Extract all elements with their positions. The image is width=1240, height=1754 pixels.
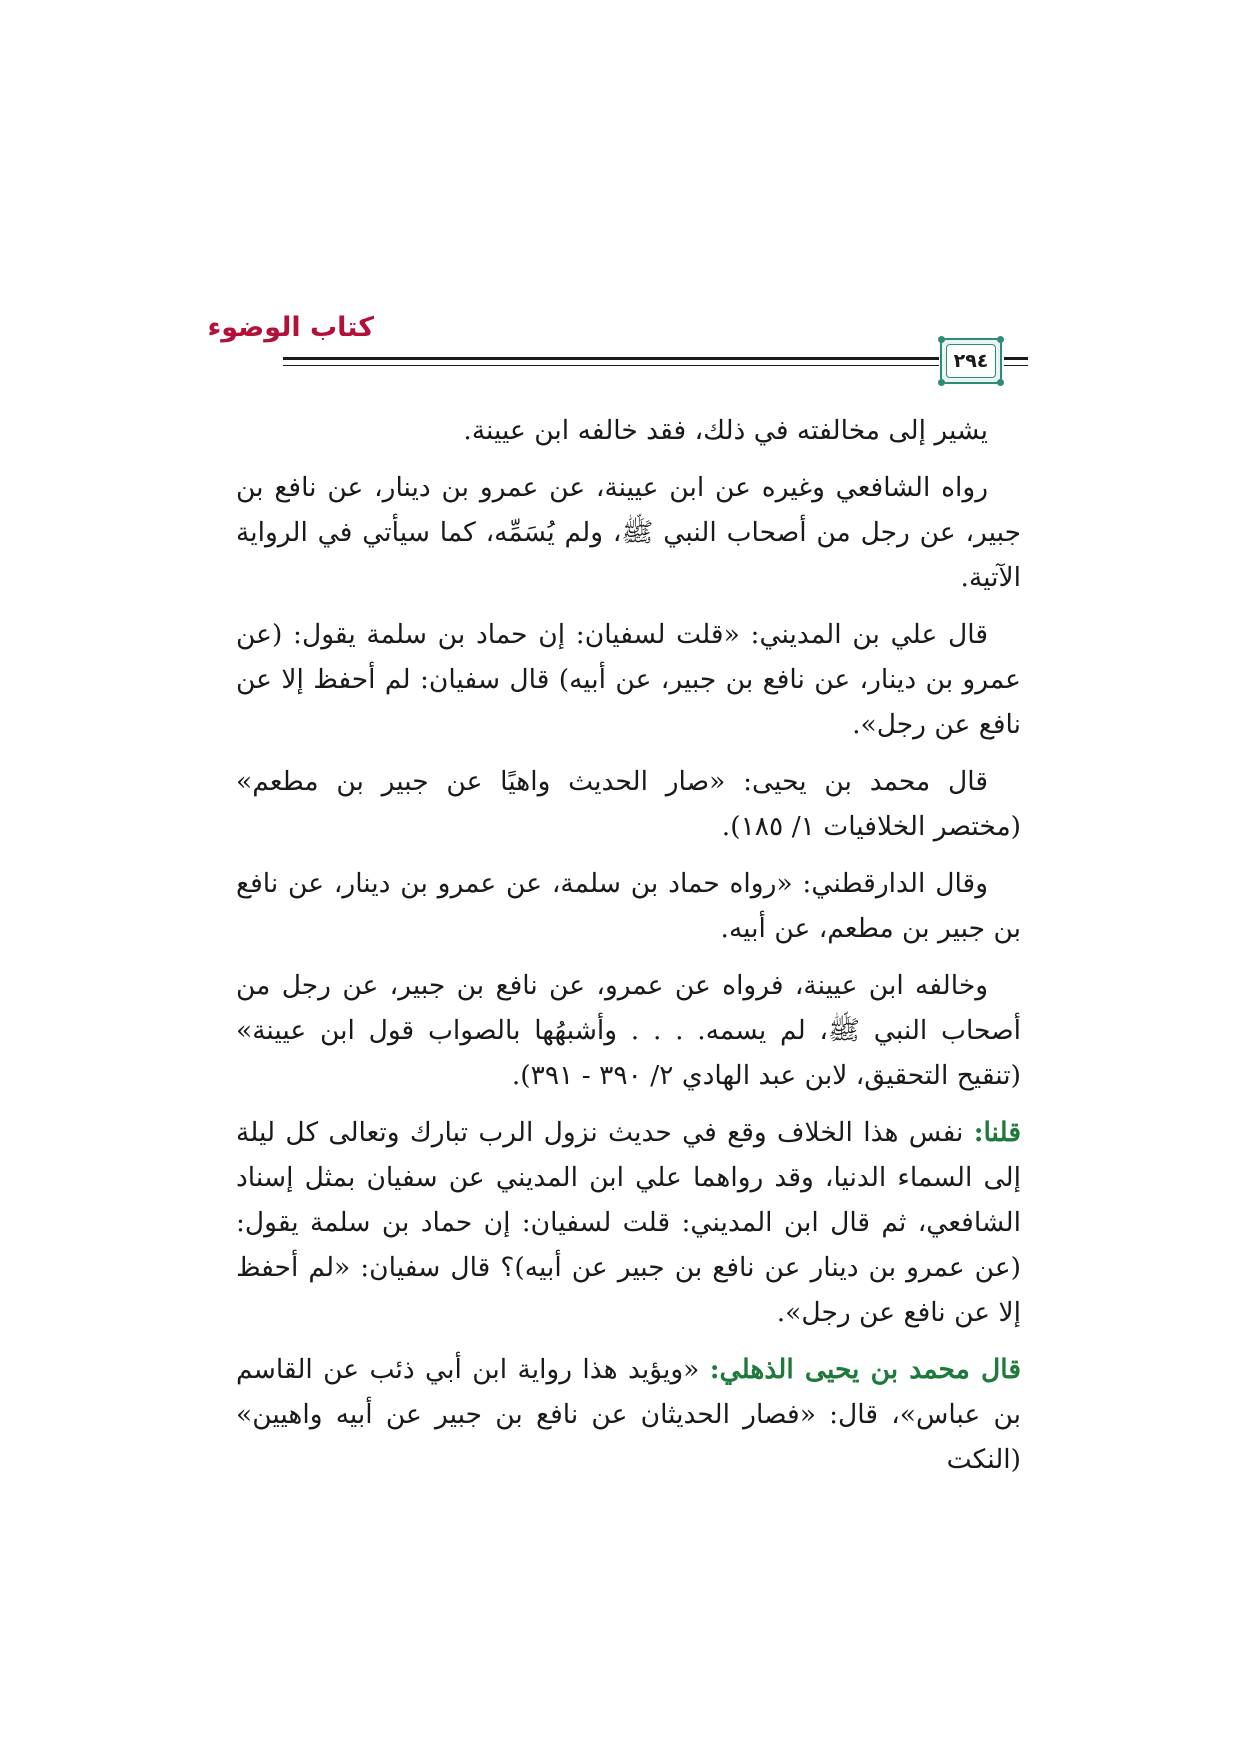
paragraph — [236, 465, 1021, 600]
page-number: ٢٩٤ — [946, 344, 996, 378]
paragraph — [236, 1110, 1021, 1335]
paragraph — [236, 861, 1021, 951]
ornament-icon — [938, 379, 945, 386]
ornament-icon — [997, 379, 1004, 386]
paragraph — [236, 408, 1021, 453]
paragraph-text: «ويؤيد هذا رواية ابن أبي ذئب عن القاسم بن عباس»، قال: «فصار الحديثان عن نافع بن جبير عن أبيه واهيين» (النكت — [236, 1354, 1021, 1475]
chapter-title: كتاب الوضوء — [207, 312, 374, 343]
paragraph-lead: قلنا: — [973, 1117, 1021, 1148]
paragraph-text: وقال الدارقطني: «رواه حماد بن سلمة، عن عمرو بن دينار، عن نافع بن جبير بن مطعم، عن أبيه. — [236, 868, 1021, 944]
paragraph — [236, 612, 1021, 747]
paragraph-text: نفس هذا الخلاف وقع في حديث نزول الرب تبارك وتعالى كل ليلة إلى السماء الدنيا، وقد رواهما علي ابن المديني عن سفيان بمثل إسناد الشافعي، ثم قال ابن المديني: قلت لسفيان: إن حماد بن سلمة يقول: (عن عمرو بن دينار عن نافع بن جبير عن أبيه)؟ قال سفيان: «لم أحفظ إلا عن نافع عن رجل». — [236, 1117, 1021, 1328]
paragraph-text: وخالفه ابن عيينة، فرواه عن عمرو، عن نافع بن جبير، عن رجل من أصحاب النبي ﷺ، لم يسمه. . . . وأشبهُها بالصواب قول ابن عيينة» (تنقيح التحقيق، لابن عبد الهادي ٢/ ٣٩٠ - ٣٩١). — [236, 970, 1021, 1091]
paragraph — [236, 759, 1021, 849]
page-number-badge — [940, 338, 1002, 384]
paragraph-text: قال علي بن المديني: «قلت لسفيان: إن حماد بن سلمة يقول: (عن عمرو بن دينار، عن نافع بن جبير، عن أبيه) قال سفيان: لم أحفظ إلا عن نافع عن رجل». — [236, 619, 1021, 740]
header-rule-top — [283, 357, 939, 360]
ornament-icon — [938, 336, 945, 343]
paragraph-text: قال محمد بن يحيى: «صار الحديث واهيًا عن جبير بن مطعم» (مختصر الخلافيات ١/ ١٨٥). — [236, 766, 1021, 842]
paragraph-lead: قال محمد بن يحيى الذهلي: — [709, 1354, 1021, 1385]
page-body — [236, 408, 1021, 1494]
paragraph-text: يشير إلى مخالفته في ذلك، فقد خالفه ابن عيينة. — [463, 415, 988, 446]
header-rule-bottom — [283, 365, 939, 366]
paragraph-text: رواه الشافعي وغيره عن ابن عيينة، عن عمرو بن دينار، عن نافع بن جبير، عن رجل من أصحاب النبي ﷺ، ولم يُسَمِّه، كما سيأتي في الرواية الآتية. — [236, 472, 1021, 593]
paragraph — [236, 1347, 1021, 1482]
ornament-icon — [997, 336, 1004, 343]
page-header — [0, 0, 1240, 400]
header-rule-right-bottom — [1004, 365, 1028, 366]
paragraph — [236, 963, 1021, 1098]
header-rule-right-top — [1004, 357, 1028, 360]
